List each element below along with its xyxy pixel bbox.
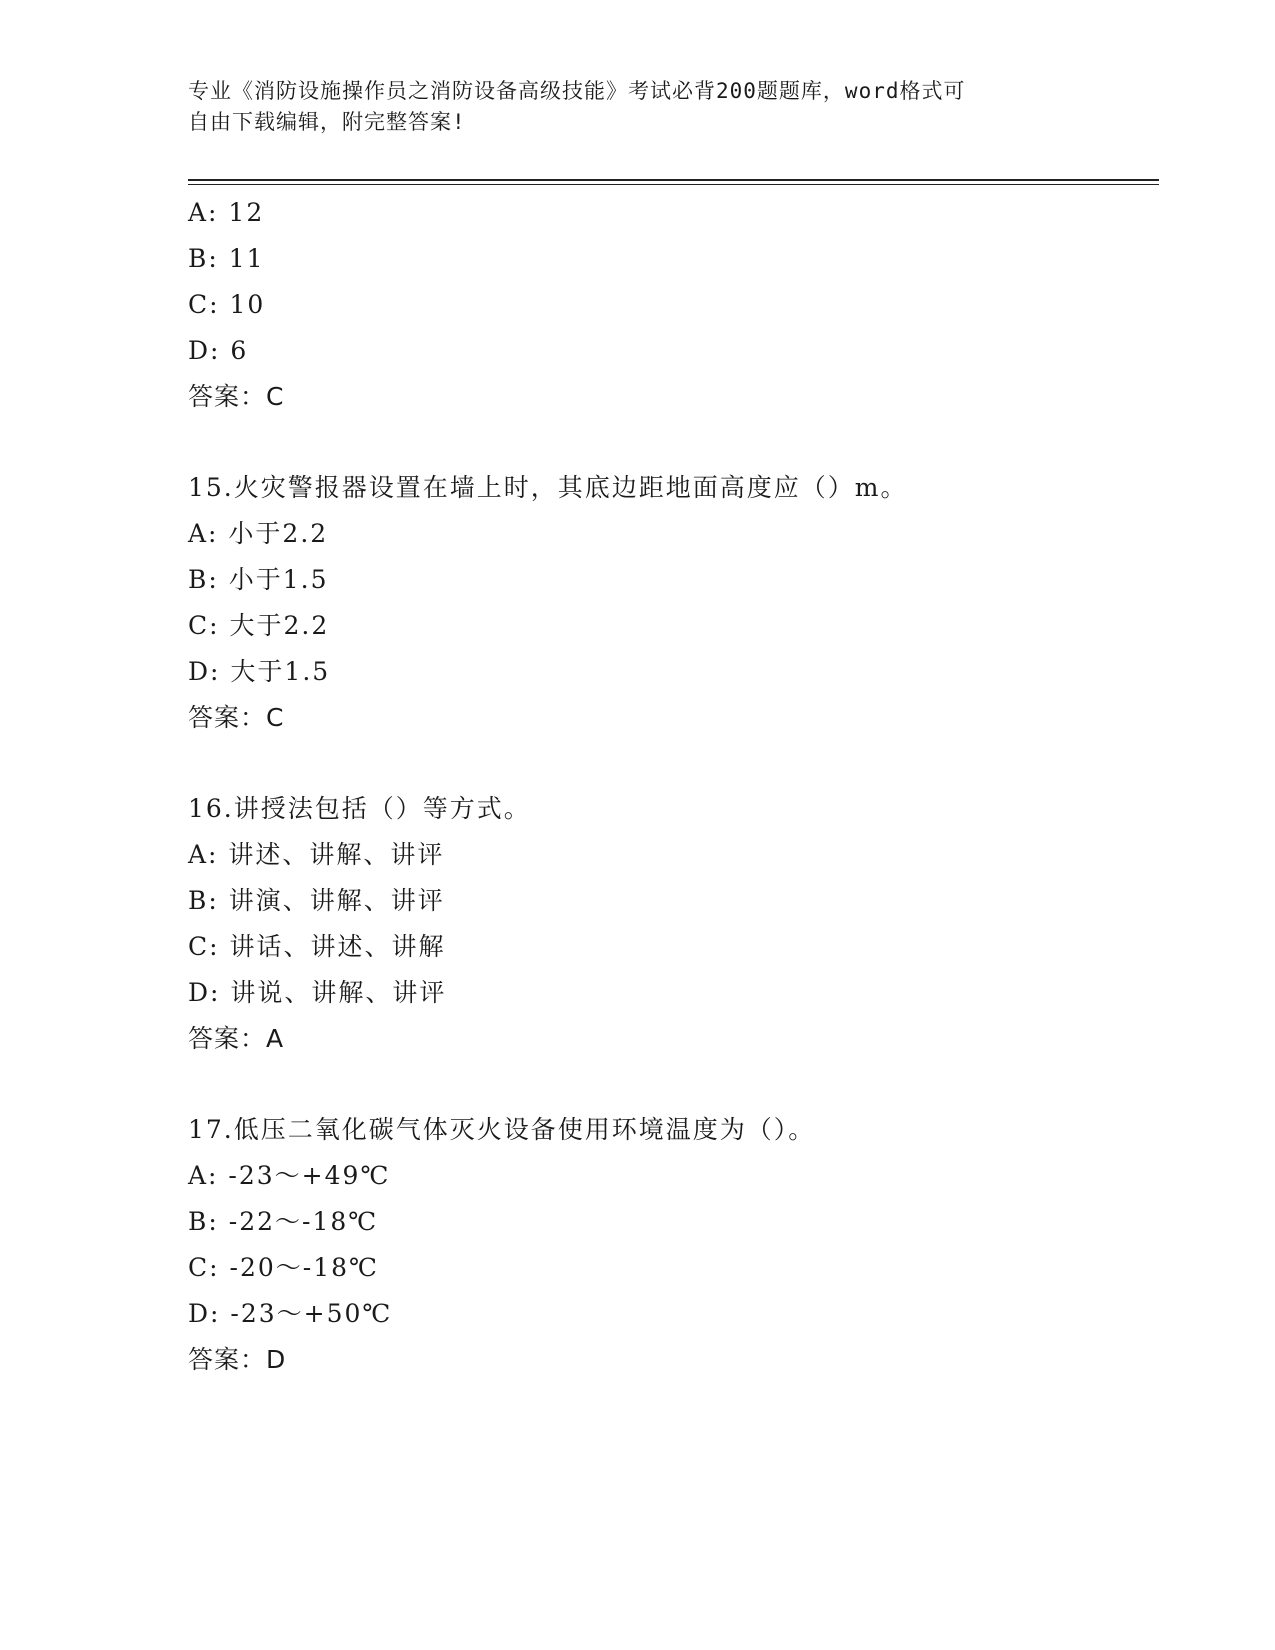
answer: 答案：C [188,382,285,411]
option-c: C: 大于2.2 [188,611,330,640]
question-17-block [188,1107,1159,1383]
option-c: C: 10 [188,290,266,319]
option-d: D: 讲说、讲解、讲评 [188,978,447,1007]
header-line-1: 专业《消防设施操作员之消防设备高级技能》考试必背200题题库，word格式可 [188,79,966,103]
question-15-block [188,465,1159,741]
option-a: A: 12 [188,198,265,227]
question-text: 16.讲授法包括（）等方式。 [188,794,531,823]
option-d: D: 大于1.5 [188,657,331,686]
question-16-block [188,786,1159,1062]
option-b: B: 小于1.5 [188,565,329,594]
header-divider-thick [188,179,1159,181]
option-b: B: 讲演、讲解、讲评 [188,886,445,915]
answer: 答案：A [188,1024,285,1053]
option-a: A: 小于2.2 [188,519,329,548]
document-header [188,76,1068,138]
header-divider-thin [188,184,1159,185]
answer: 答案：D [188,1345,287,1374]
option-d: D: 6 [188,336,249,365]
question-text: 15.火灾警报器设置在墙上时，其底边距地面高度应（）m。 [188,473,908,502]
question-14-block [188,190,1159,420]
option-d: D: -23～+50℃ [188,1299,393,1328]
answer: 答案：C [188,703,285,732]
header-line-2: 自由下载编辑，附完整答案! [188,110,466,134]
option-c: C: 讲话、讲述、讲解 [188,932,446,961]
question-text: 17.低压二氧化碳气体灭火设备使用环境温度为（）。 [188,1115,816,1144]
option-c: C: -20～-18℃ [188,1253,379,1282]
option-a: A: -23～+49℃ [188,1161,391,1190]
option-b: B: -22～-18℃ [188,1207,379,1236]
question-list [188,190,1159,1383]
option-b: B: 11 [188,244,265,273]
option-a: A: 讲述、讲解、讲评 [188,840,445,869]
